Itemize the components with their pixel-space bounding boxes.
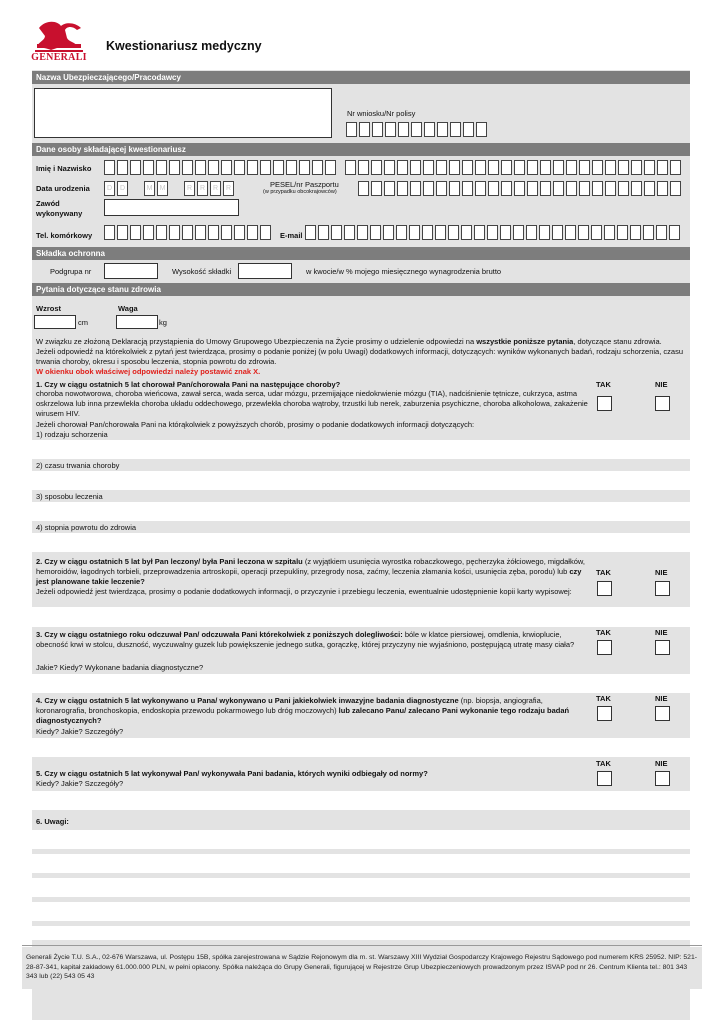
- remarks-line-3[interactable]: [32, 878, 690, 897]
- q1-a1-label: 1) rodzaju schorzenia: [36, 430, 108, 439]
- q2-answer-field[interactable]: [32, 607, 690, 627]
- q1-a2-label: 2) czasu trwania choroby: [36, 461, 120, 470]
- phone-label: Tel. komórkowy: [36, 231, 93, 240]
- brand-name: GENERALI: [31, 52, 87, 63]
- section-employer-header: Nazwa Ubezpieczającego/Pracodawcy: [32, 71, 690, 84]
- generali-logo: [31, 18, 87, 64]
- pesel-input[interactable]: [358, 181, 683, 196]
- page-title: Kwestionariusz medyczny: [106, 39, 262, 53]
- q1-follow: Jeżeli chorował Pan/chorowała Pani na którąkolwiek z powyższych chorób, prosimy o podanie dodatkowych informacji dotyczących:: [36, 420, 475, 429]
- email-label: E-mail: [280, 231, 303, 240]
- height-unit: cm: [78, 318, 88, 327]
- q2-follow: Jeżeli odpowiedź jest twierdząca, prosimy o podanie dodatkowych informacji, o przyczynie i przebiegu leczenia, ewentualnie udostępnienie kopii karty wypisowej:: [36, 587, 572, 596]
- dob-label: Data urodzenia: [36, 184, 90, 193]
- dob-input[interactable]: D D M M R R R R: [104, 181, 236, 196]
- q4-no-label: NIE: [655, 694, 668, 703]
- q1-a4-field[interactable]: [32, 533, 690, 552]
- q2-no-label: NIE: [655, 568, 668, 577]
- q1-a2-field[interactable]: [32, 471, 690, 490]
- remarks-line-5[interactable]: [32, 926, 690, 940]
- remarks-line-1[interactable]: [32, 830, 690, 849]
- q1-a3-label: 3) sposobu leczenia: [36, 492, 103, 501]
- q3-yes-checkbox[interactable]: [597, 640, 612, 655]
- height-label: Wzrost: [36, 304, 61, 313]
- q3-text: 3. Czy w ciągu ostatniego roku odczuwał Pan/ odczuwała Pani którekolwiek z poniższych dolegliwości: bóle w klatce piersiowej, omdlenia, krwioplucie, obecność krwi w stolcu, duszność, wyczuwalny guzek lub powiększenie jednego sutka, gorączkę, której przyczyny nie wyjaśniono, postępującą utratę masy ciała?: [36, 630, 575, 649]
- name-input[interactable]: [104, 160, 338, 175]
- subgroup-label: Podgrupa nr: [50, 267, 92, 276]
- amount-input[interactable]: [238, 263, 292, 279]
- q3-no-checkbox[interactable]: [655, 640, 670, 655]
- employer-name-input[interactable]: [34, 88, 332, 138]
- q5-answer-field[interactable]: [32, 791, 690, 810]
- q1-title: 1. Czy w ciągu ostatnich 5 lat chorował Pan/chorowała Pani na następujące choroby?: [36, 380, 341, 389]
- q1-a1-field[interactable]: [32, 440, 690, 459]
- email-input[interactable]: [305, 225, 682, 240]
- q1-yes-checkbox[interactable]: [597, 396, 612, 411]
- surname-input[interactable]: [345, 160, 683, 175]
- section-person-header: Dane osoby składającej kwestionariusz: [32, 143, 690, 156]
- q3-follow: Jakie? Kiedy? Wykonane badania diagnostyczne?: [36, 663, 204, 672]
- q4-text: 4. Czy w ciągu ostatnich 5 lat wykonywano u Pana/ wykonywano u Pani jakiekolwiek inwazyjne badania diagnostyczne (np. biopsja, angiografia, koronarografia, bronchoskopia, endoskopia przewodu pokarmowego lub dróg moczowych) lub zalecano Panu/ zalecano Pani wykonanie tego rodzaju badań diagnostycznych?: [36, 696, 570, 725]
- job-label: Zawód: [36, 199, 60, 208]
- phone-input[interactable]: [104, 225, 273, 240]
- policy-number-input[interactable]: [346, 122, 489, 137]
- q2-no-checkbox[interactable]: [655, 581, 670, 596]
- q4-yes-label: TAK: [596, 694, 611, 703]
- q3-answer-field[interactable]: [32, 674, 690, 693]
- q6-title: 6. Uwagi:: [36, 817, 69, 826]
- pesel-label: PESEL/nr Paszportu: [270, 180, 339, 189]
- intro-text: W związku ze złożoną Deklaracją przystąpienia do Umowy Grupowego Ubezpieczenia na Życie prosimy o udzielenie odpowiedzi na wszystkie poniższe pytania, dotyczące stanu zdrowia.: [36, 337, 662, 346]
- weight-label: Waga: [118, 304, 138, 313]
- q2-yes-checkbox[interactable]: [597, 581, 612, 596]
- section-health-header: Pytania dotyczące stanu zdrowia: [32, 283, 690, 296]
- q1-a4-label: 4) stopnia powrotu do zdrowia: [36, 523, 137, 532]
- q1-no-label: NIE: [655, 380, 668, 389]
- name-label: Imię i Nazwisko: [36, 164, 92, 173]
- q5-no-checkbox[interactable]: [655, 771, 670, 786]
- section-coverage-header: Składka ochronna: [32, 247, 690, 260]
- q3-no-label: NIE: [655, 628, 668, 637]
- q5-yes-checkbox[interactable]: [597, 771, 612, 786]
- q1-yes-label: TAK: [596, 380, 611, 389]
- q5-text: 5. Czy w ciągu ostatnich 5 lat wykonywał Pan/ wykonywała Pani badania, których wyniki odbiegały od normy?: [36, 769, 428, 778]
- job-input[interactable]: [104, 199, 239, 216]
- amount-label: Wysokość składki: [172, 267, 232, 276]
- footer: Generali Życie T.U. S.A., 02-676 Warszawa, ul. Postępu 15B, spółka zarejestrowana w Sądzie Rejonowym dla m. st. Warszawy XIII Wydział Gospodarczy Krajowego Rejestru Sądowego pod numerem KRS 25952. NIP: 521-28-87-341, kapitał zakładowy 61.000.000 PLN, w pełni opłacony. Spółka należąca do Grupy Generali, figurującej w Rejestrze Grup Ubezpieczeniowych prowadzonym przez ISVAP pod nr 26. Centrum Klienta tel.: 801 343 343 lub (22) 543 05 43: [22, 947, 702, 989]
- q2-text: 2. Czy w ciągu ostatnich 5 lat był Pan leczony/ była Pani leczona w szpitalu (z wyjątkiem usunięcia wyrostka robaczkowego, pęcherzyka żółciowego, migdałków, hemoroidów, łagodnych torbieli, przeprowadzenia artroskopii, operacji przepukliny, przegrody nosa, zaćmy, leczenia złamania kości, usunięcia zęba, porodu) lub czy jest planowane takie leczenie?: [36, 557, 585, 586]
- weight-input[interactable]: [116, 315, 158, 329]
- q4-answer-field[interactable]: [32, 738, 690, 757]
- q4-yes-checkbox[interactable]: [597, 706, 612, 721]
- footer-divider: [22, 945, 702, 946]
- intro-instruction: W okienku obok właściwej odpowiedzi należy postawić znak X.: [36, 367, 261, 376]
- pesel-hint: (w przypadku obcokrajowców): [263, 189, 337, 195]
- q4-follow: Kiedy? Jakie? Szczegóły?: [36, 727, 124, 736]
- job-label-2: wykonywany: [36, 209, 83, 218]
- policy-number-label: Nr wniosku/Nr polisy: [347, 109, 416, 118]
- remarks-line-2[interactable]: [32, 854, 690, 873]
- q3-yes-label: TAK: [596, 628, 611, 637]
- weight-unit: kg: [159, 318, 167, 327]
- subgroup-input[interactable]: [104, 263, 158, 279]
- q4-no-checkbox[interactable]: [655, 706, 670, 721]
- q5-follow: Kiedy? Jakie? Szczegóły?: [36, 779, 124, 788]
- remarks-line-4[interactable]: [32, 902, 690, 921]
- intro-text-2: Jeżeli odpowiedź na którekolwiek z pytań jest twierdząca, prosimy o podanie poniżej (w polu Uwagi) dodatkowych informacji, dotyczących: wyników wykonanych badań, rodzaju schorzenia, czasu trwania choroby, okresu i sposobu leczenia, stopnia powrotu do zdrowia.: [36, 347, 683, 366]
- q5-yes-label: TAK: [596, 759, 611, 768]
- q2-yes-label: TAK: [596, 568, 611, 577]
- height-input[interactable]: [34, 315, 76, 329]
- q5-no-label: NIE: [655, 759, 668, 768]
- amount-suffix: w kwocie/w % mojego miesięcznego wynagrodzenia brutto: [306, 267, 502, 276]
- q1-a3-field[interactable]: [32, 502, 690, 521]
- q1-body: choroba nowotworowa, choroba wieńcowa, zawał serca, wada serca, udar mózgu, przemijające niedokrwienie mózgu (TIA), nadciśnienie tętnicze, cukrzyca, astma oskrzelowa lub inna przewlekła choroba układu oddechowego, przewlekła choroba wątroby, trzustki lub nerek, zaburzenia psychiczne, choroba alkoholowa, zakażenie wirusem HIV.: [36, 389, 588, 418]
- q1-no-checkbox[interactable]: [655, 396, 670, 411]
